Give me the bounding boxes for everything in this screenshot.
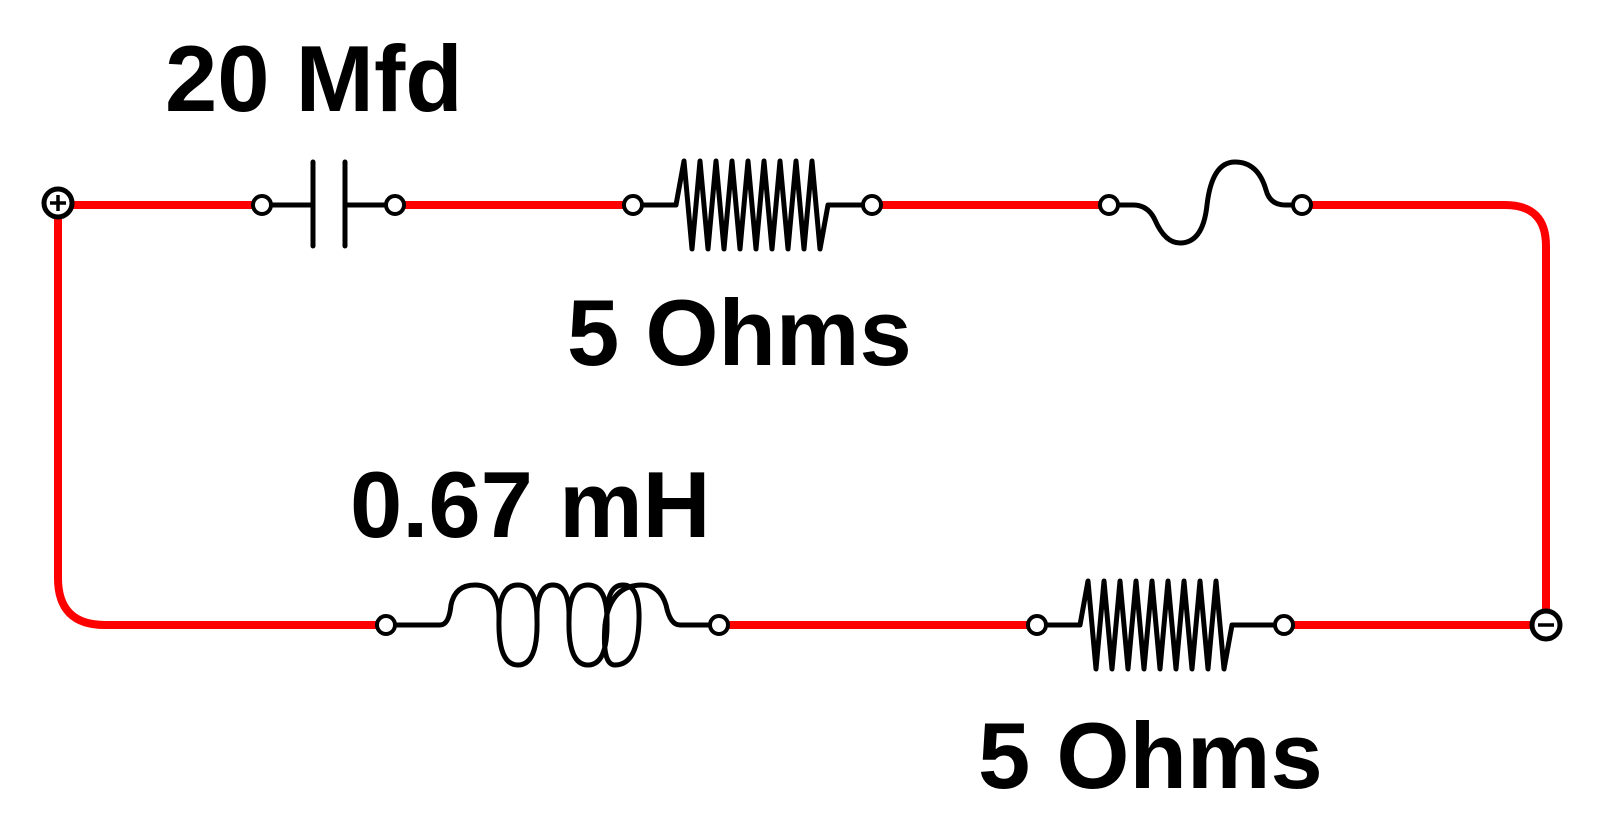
capacitor-icon	[253, 162, 404, 246]
resistor-top-label: 5 Ohms	[567, 280, 912, 385]
inductor-terminal-right	[710, 616, 728, 634]
resistor-icon	[1028, 581, 1293, 669]
wire-fuse-to-right	[1305, 205, 1546, 625]
inductor-terminal-left	[377, 616, 395, 634]
inductor-label: 0.67 mH	[350, 452, 711, 557]
fuse-icon	[1100, 162, 1311, 243]
resistor-bottom-terminal-right	[1275, 616, 1293, 634]
resistor-top-terminal-right	[863, 196, 881, 214]
resistor-icon	[624, 161, 881, 249]
resistor-bottom-label: 5 Ohms	[978, 703, 1323, 808]
plus-terminal-icon	[44, 189, 72, 217]
wire-group	[58, 205, 1546, 625]
fuse-terminal-left	[1100, 196, 1118, 214]
inductor-icon	[377, 585, 728, 665]
resistor-bottom-terminal-left	[1028, 616, 1046, 634]
fuse-terminal-right	[1293, 196, 1311, 214]
capacitor-terminal-left	[253, 196, 271, 214]
resistor-top-terminal-left	[624, 196, 642, 214]
minus-terminal-icon	[1532, 611, 1560, 639]
capacitor-label: 20 Mfd	[165, 26, 463, 131]
wire-left-vertical	[58, 205, 380, 625]
capacitor-terminal-right	[386, 196, 404, 214]
